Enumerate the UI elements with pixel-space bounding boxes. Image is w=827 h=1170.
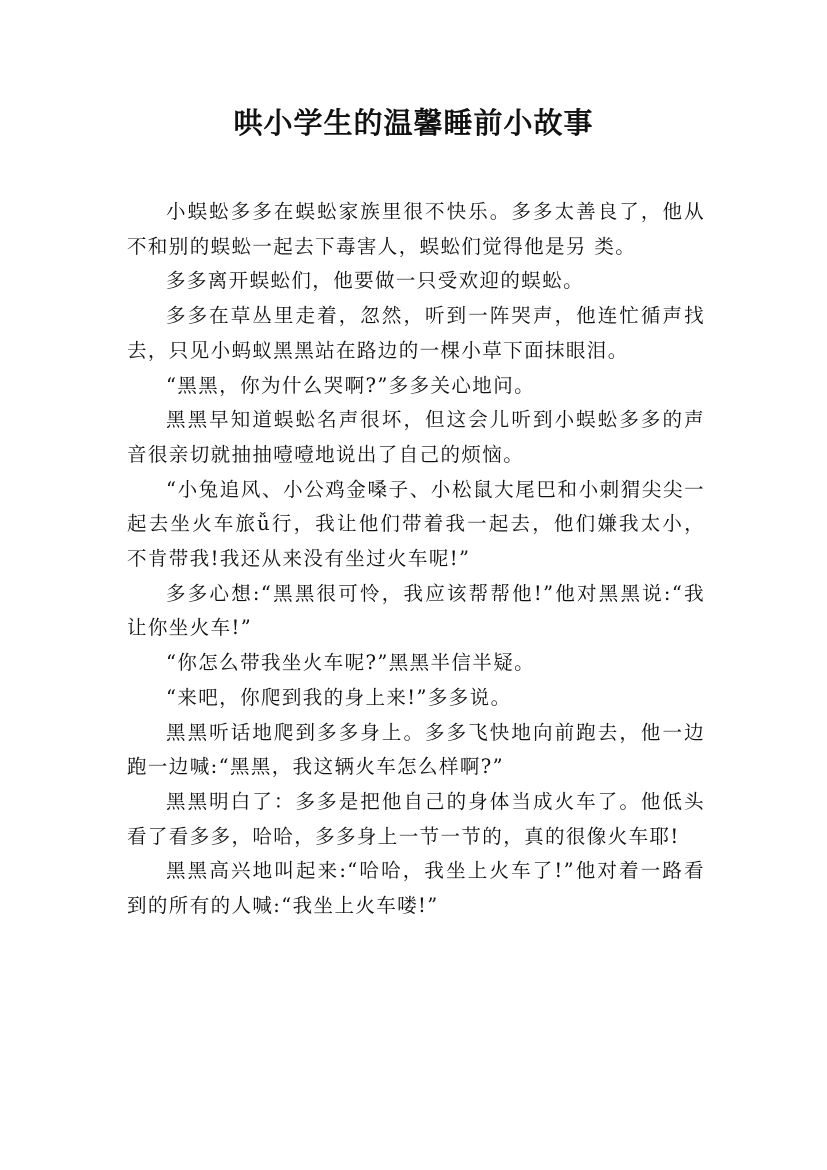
paragraph-7: 多多心想:“黑黑很可怜，我应该帮帮他!”他对黑黑说:“我让你坐火车!” [127,581,705,640]
paragraph-5: 黑黑早知道蜈蚣名声很坏，但这会儿听到小蜈蚣多多的声音很亲切就抽抽噎噎地说出了自己的烦恼。 [127,408,705,466]
story-body [127,195,705,924]
paragraph-6: “小兔追风、小公鸡金嗓子、小松鼠大尾巴和小刺猬尖尖一起去坐火车旅ǚ行，我让他们带着我一起去，他们嫌我太小，不肯带我!我还从来没有坐过火车呢!” [127,477,705,571]
paragraph-3: 多多在草丛里走着，忽然，听到一阵哭声，他连忙循声找去，只见小蚂蚁黑黑站在路边的一棵小草下面抹眼泪。 [127,304,705,362]
paragraph-2: 多多离开蜈蚣们，他要做一只受欢迎的蜈蚣。 [166,269,585,293]
paragraph-12: 黑黑高兴地叫起来:“哈哈，我坐上火车了!”他对着一路看到的所有的人喊:“我坐上火车喽!” [127,859,705,918]
paragraph-10: 黑黑听话地爬到多多身上。多多飞快地向前跑去，他一边跑一边喊:“黑黑，我这辆火车怎么样啊?” [127,720,705,779]
paragraph-1: 小蜈蚣多多在蜈蚣家族里很不快乐。多多太善良了，他从不和别的蜈蚣一起去下毒害人，蜈蚣们觉得他是另 类。 [127,200,705,258]
paragraph-8: “你怎么带我坐火车呢?”黑黑半信半疑。 [166,651,535,675]
paragraph-9: “来吧，你爬到我的身上来!”多多说。 [166,685,512,709]
page-title: 哄小学生的温馨睡前小故事 [233,106,594,140]
paragraph-11: 黑黑明白了：多多是把他自己的身体当成火车了。他低头看了看多多，哈哈，多多身上一节一节的，真的很像火车耶! [127,789,705,848]
paragraph-4: “黑黑，你为什么哭啊?”多多关心地问。 [166,373,535,397]
